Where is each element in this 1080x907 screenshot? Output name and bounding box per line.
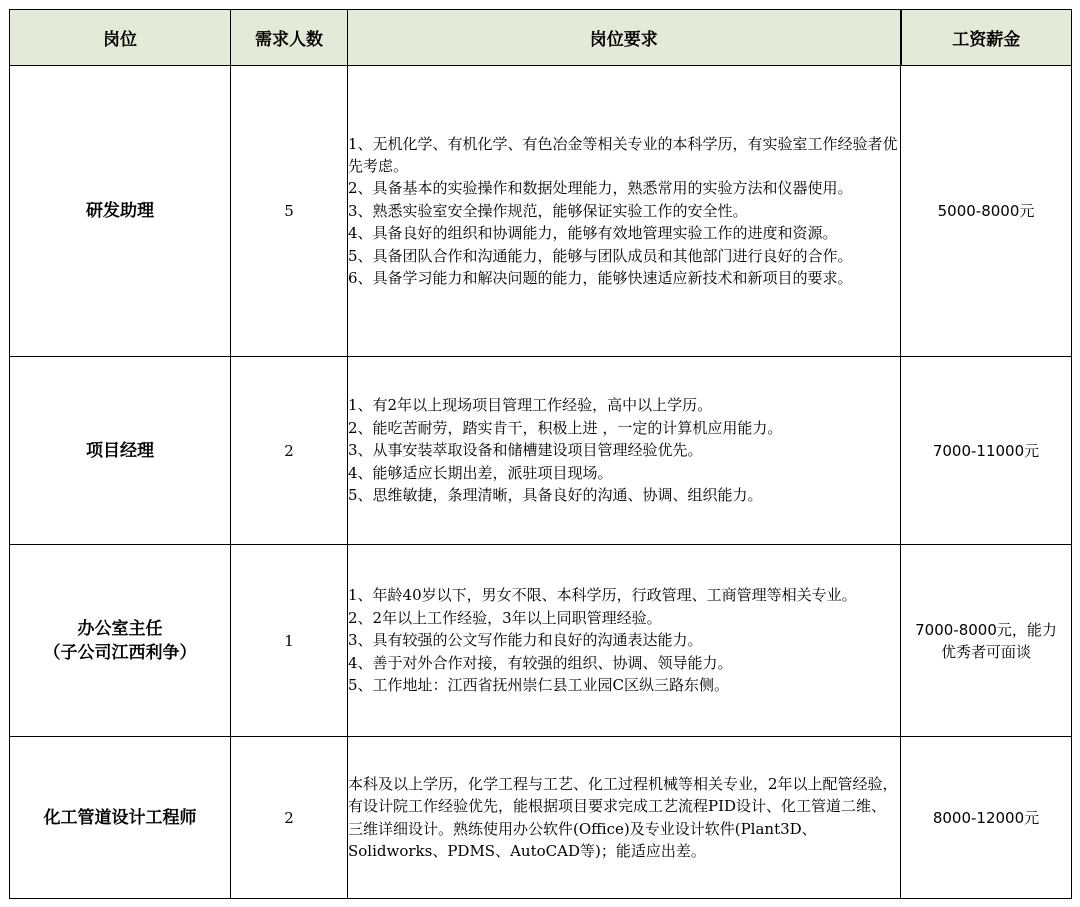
requirements-cell (348, 357, 901, 545)
requirement-item: 4、能够适应长期出差，派驻项目现场。 (348, 463, 613, 482)
requirement-item: 5、思维敏捷，条理清晰，具备良好的沟通、协调、组织能力。 (348, 486, 763, 505)
requirement-item: 3、具有较强的公文写作能力和良好的沟通表达能力。 (348, 631, 703, 650)
header-requirements: 岗位要求 (348, 10, 901, 66)
table-row (10, 545, 1072, 737)
salary-text: 7000-11000元 (932, 441, 1040, 460)
salary-cell (901, 66, 1072, 357)
table-row (10, 66, 1072, 357)
salary-text: 7000-8000元，能力 (915, 620, 1057, 639)
position-title: 项目经理 (10, 357, 231, 545)
table-header (10, 10, 1072, 66)
requirement-item: 本科及以上学历，化学工程与工艺、化工过程机械等相关专业，2年以上配管经验，有设计院工作经验优先，能根据项目要求完成工艺流程PID设计、化工管道二维、三维详细设计。熟练使用办公软件(Office)及专业设计软件(Plant3D、Solidworks、PDMS、AutoCAD等)；能适应出差。 (348, 774, 898, 860)
header-salary: 工资薪金 (901, 10, 1072, 66)
requirements-cell (348, 66, 901, 357)
position-title: 办公室主任 (77, 618, 163, 639)
position-title-cell (10, 545, 231, 737)
salary-text: 5000-8000元 (937, 202, 1035, 220)
headcount: 2 (231, 737, 348, 899)
headcount: 5 (231, 66, 348, 357)
requirement-item: 1、无机化学、有机化学、有色冶金等相关专业的本科学历，有实验室工作经验者优先考虑。 (348, 134, 898, 175)
headcount: 2 (231, 357, 348, 545)
header-position: 岗位 (10, 10, 231, 66)
requirement-item: 5、具备团队合作和沟通能力，能够与团队成员和其他部门进行良好的合作。 (348, 246, 853, 265)
requirement-item: 2、能吃苦耐劳，踏实肯干，积极上进 ，一定的计算机应用能力。 (348, 418, 783, 437)
position-subtitle: （子公司江西利争） (43, 642, 197, 663)
salary-cell (901, 545, 1072, 737)
requirement-item: 6、具备学习能力和解决问题的能力，能够快速适应新技术和新项目的要求。 (348, 269, 853, 288)
header-count: 需求人数 (231, 10, 348, 66)
job-table (9, 9, 1072, 899)
requirement-item: 2、2年以上工作经验，3年以上同职管理经验。 (348, 608, 662, 627)
requirement-item: 4、善于对外合作对接，有较强的组织、协调、领导能力。 (348, 653, 733, 672)
salary-cell (901, 357, 1072, 545)
requirement-item: 3、熟悉实验室安全操作规范，能够保证实验工作的安全性。 (348, 201, 748, 220)
requirements-cell (348, 545, 901, 737)
requirement-item: 5、工作地址：江西省抚州崇仁县工业园C区纵三路东侧。 (348, 676, 730, 695)
requirement-item: 3、从事安装萃取设备和储槽建设项目管理经验优先。 (348, 441, 703, 460)
position-title: 化工管道设计工程师 (10, 737, 231, 899)
requirement-item: 1、有2年以上现场项目管理工作经验，高中以上学历。 (348, 396, 713, 415)
salary-text: 8000-12000元 (932, 808, 1040, 827)
requirements-cell (348, 737, 901, 899)
table-row (10, 737, 1072, 899)
salary-note: 优秀者可面谈 (940, 642, 1031, 661)
salary-cell (901, 737, 1072, 899)
requirement-item: 1、年龄40岁以下，男女不限、本科学历，行政管理、工商管理等相关专业。 (348, 586, 857, 605)
requirement-item: 2、具备基本的实验操作和数据处理能力，熟悉常用的实验方法和仪器使用。 (348, 179, 853, 198)
table-row (10, 357, 1072, 545)
requirement-item: 4、具备良好的组织和协调能力，能够有效地管理实验工作的进度和资源。 (348, 224, 838, 243)
position-title: 研发助理 (10, 66, 231, 357)
headcount: 1 (231, 545, 348, 737)
